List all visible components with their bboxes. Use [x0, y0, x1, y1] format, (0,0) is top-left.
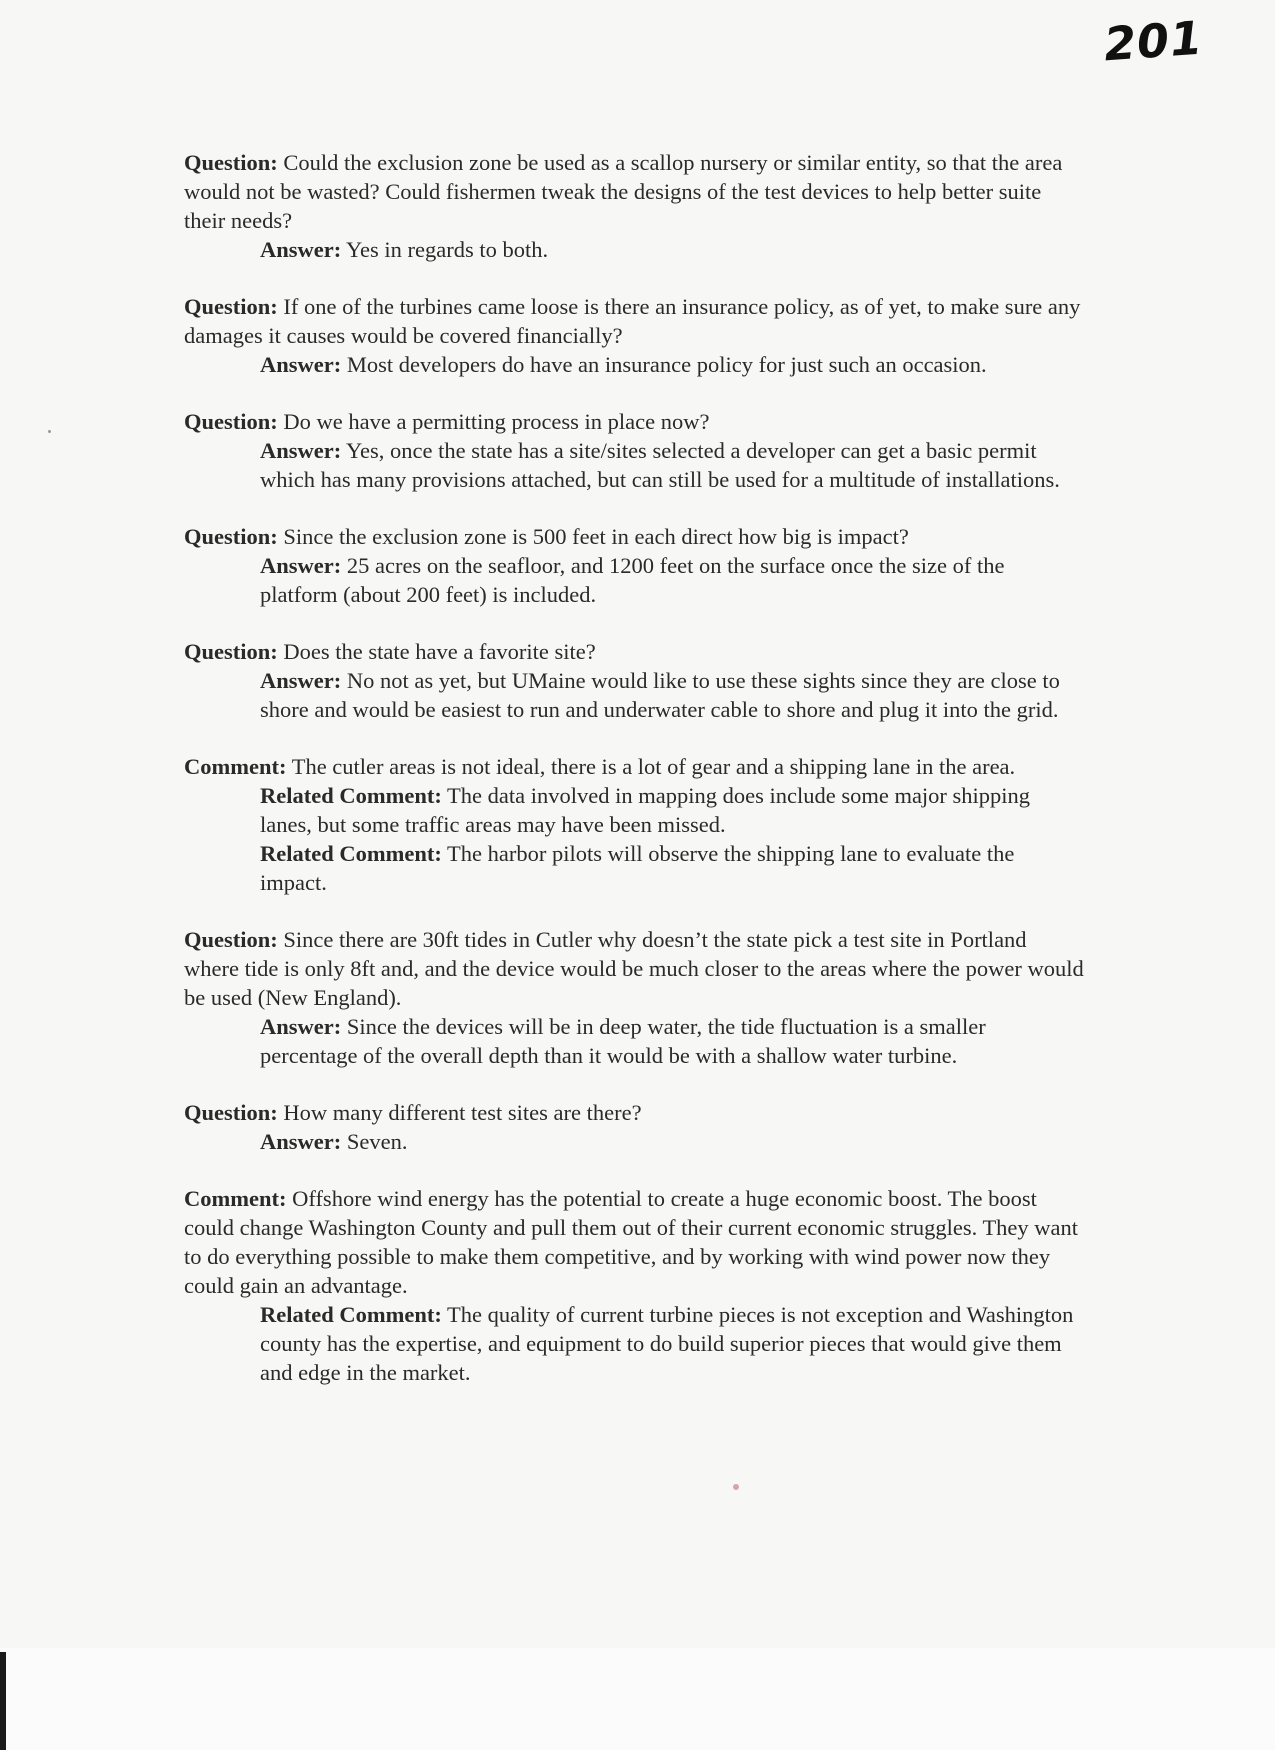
question-block [184, 1098, 1084, 1156]
answer-text [184, 1127, 1084, 1156]
entry-text: How many different test sites are there? [283, 1100, 642, 1125]
entry-label: Question: [184, 294, 278, 319]
entry-text: The cutler areas is not ideal, there is a lot of gear and a shipping lane in the area. [291, 754, 1016, 779]
question-text [184, 925, 1084, 1012]
question-text [184, 148, 1084, 235]
question-block [184, 292, 1084, 379]
question-block [184, 925, 1084, 1070]
comment-text [184, 1184, 1084, 1300]
entry-label: Comment: [184, 1186, 287, 1211]
question-text [184, 522, 1084, 551]
entry-text: Offshore wind energy has the potential to create a huge economic boost. The boost could change Washington County and pull them out of their current economic struggles. They want to do everything possible to make them competitive, and by working with wind power now they could gain an advantage. [184, 1186, 1079, 1298]
entry-label: Question: [184, 639, 278, 664]
reply-label: Answer: [260, 1129, 342, 1154]
reply-text: Seven. [346, 1129, 408, 1154]
reply-label: Answer: [260, 668, 342, 693]
reply-label: Related Comment: [260, 1302, 442, 1327]
answer-text [184, 1012, 1084, 1070]
scan-margin-band [0, 1648, 1275, 1750]
entry-label: Comment: [184, 754, 287, 779]
scan-speck [48, 430, 51, 433]
reply-label: Answer: [260, 237, 342, 262]
related-comment-text [184, 839, 1084, 897]
related-comment-text [184, 1300, 1084, 1387]
reply-text: The harbor pilots will observe the shipping lane to evaluate the impact. [260, 841, 1015, 895]
entry-label: Question: [184, 409, 278, 434]
reply-text: No not as yet, but UMaine would like to use these sights since they are close to shore and would be easiest to run and underwater cable to shore and plug it into the grid. [260, 668, 1060, 722]
comment-block [184, 1184, 1084, 1387]
entry-label: Question: [184, 150, 278, 175]
entry-text: Could the exclusion zone be used as a scallop nursery or similar entity, so that the area would not be wasted? Could fishermen tweak the designs of the test devices to help better suite their needs? [184, 150, 1063, 233]
reply-label: Answer: [260, 1014, 342, 1039]
question-block [184, 148, 1084, 264]
question-text [184, 1098, 1084, 1127]
answer-text [184, 235, 1084, 264]
entry-text: Does the state have a favorite site? [283, 639, 596, 664]
question-block [184, 637, 1084, 724]
reply-text: Most developers do have an insurance policy for just such an occasion. [346, 352, 987, 377]
question-block [184, 407, 1084, 494]
handwritten-page-number: 201 [1102, 10, 1205, 72]
reply-text: Since the devices will be in deep water, the tide fluctuation is a smaller percentage of the overall depth than it would be with a shallow water turbine. [260, 1014, 986, 1068]
entry-label: Question: [184, 1100, 278, 1125]
reply-text: The data involved in mapping does include some major shipping lanes, but some traffic areas may have been missed. [260, 783, 1031, 837]
question-text [184, 292, 1084, 350]
answer-text [184, 551, 1084, 609]
reply-label: Answer: [260, 553, 342, 578]
reply-label: Answer: [260, 352, 342, 377]
answer-text [184, 666, 1084, 724]
reply-text: The quality of current turbine pieces is not exception and Washington county has the expertise, and equipment to do build superior pieces that would give them and edge in the market. [260, 1302, 1074, 1385]
entry-label: Question: [184, 524, 278, 549]
reply-text: Yes, once the state has a site/sites selected a developer can get a basic permit which has many provisions attached, but can still be used for a multitude of installations. [260, 438, 1060, 492]
reply-text: Yes in regards to both. [346, 237, 549, 262]
reply-label: Related Comment: [260, 841, 442, 866]
entry-text: Do we have a permitting process in place now? [283, 409, 710, 434]
reply-label: Related Comment: [260, 783, 442, 808]
scan-speck [733, 1484, 739, 1490]
entry-text: If one of the turbines came loose is there an insurance policy, as of yet, to make sure any damages it causes would be covered financially? [184, 294, 1081, 348]
related-comment-text [184, 781, 1084, 839]
reply-text: 25 acres on the seafloor, and 1200 feet on the surface once the size of the platform (about 200 feet) is included. [260, 553, 1005, 607]
scan-edge-mark [0, 1652, 6, 1750]
comment-text [184, 752, 1084, 781]
qa-minutes-list [184, 148, 1084, 1415]
comment-block [184, 752, 1084, 897]
entry-text: Since there are 30ft tides in Cutler why doesn’t the state pick a test site in Portland where tide is only 8ft and, and the device would be much closer to the areas where the power would be used (New England). [184, 927, 1084, 1010]
question-block [184, 522, 1084, 609]
reply-label: Answer: [260, 438, 342, 463]
entry-label: Question: [184, 927, 278, 952]
answer-text [184, 350, 1084, 379]
answer-text [184, 436, 1084, 494]
question-text [184, 637, 1084, 666]
question-text [184, 407, 1084, 436]
entry-text: Since the exclusion zone is 500 feet in each direct how big is impact? [283, 524, 909, 549]
